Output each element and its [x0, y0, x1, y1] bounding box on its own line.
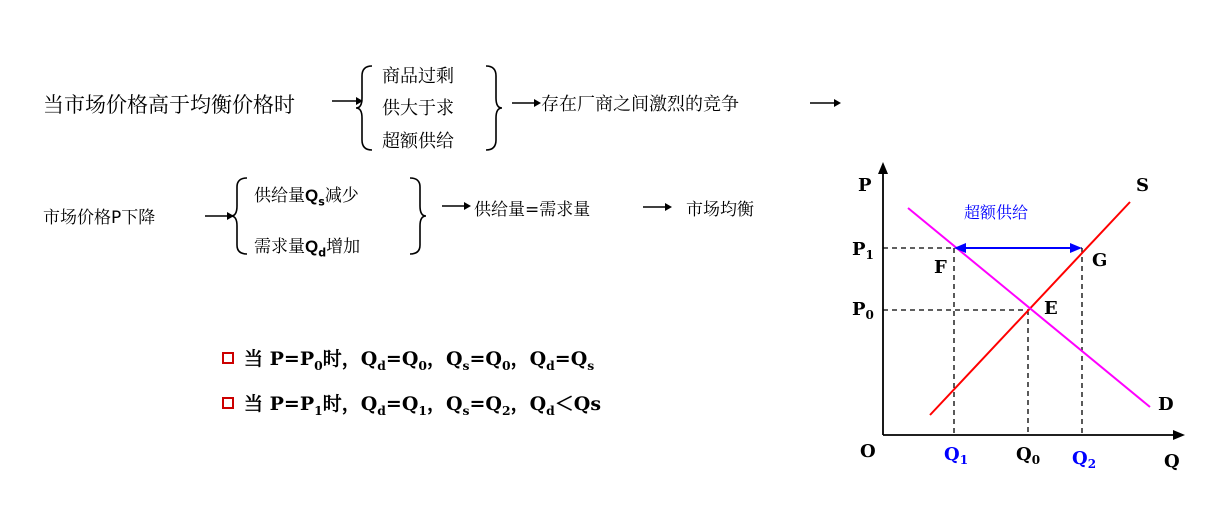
effect-surplus: 商品过剩 [382, 66, 454, 87]
q2-label: $Q_2$ [1072, 448, 1097, 471]
axis-q-label: Q [1164, 451, 1180, 472]
effect-excess-supply: 超额供给 [382, 131, 454, 152]
p0-label: $P_0$ [852, 299, 874, 322]
bullet-equilibrium: 当 $P=P_0$时，$Q_d=Q_0$，$Q_s=Q_0$，$Q_d=Q_s$ [222, 344, 594, 373]
condition-text: 当市场价格高于均衡价格时 [43, 93, 295, 117]
q1-label: $Q_1$ [944, 444, 969, 467]
right-brace-icon [482, 64, 504, 152]
price-drop-text: 市场价格P下降 [43, 208, 156, 228]
right-brace-icon [406, 176, 428, 256]
effect-supply-exceeds: 供大于求 [382, 98, 454, 119]
supply-label: S [1136, 175, 1149, 196]
supply-demand-graph [840, 160, 1210, 480]
arrow-icon [641, 196, 675, 218]
demand-curve [908, 208, 1150, 407]
square-bullet-icon [222, 352, 234, 364]
bullet-excess: 当 $P=P_1$时，$Q_d=Q_1$，$Q_s=Q_2$，$Q_d<Qs$ [222, 389, 601, 418]
demand-label: D [1158, 394, 1174, 415]
left-brace-icon [354, 64, 376, 152]
arrow-right-icon [1070, 243, 1082, 253]
axis-p-label: P [858, 175, 872, 196]
x-axis-arrow-icon [1173, 430, 1185, 440]
quantity-equal-text: 供给量=需求量 [474, 200, 591, 220]
supply-decrease-text: 供给量$Q_s$减少 [254, 186, 359, 209]
y-axis-arrow-icon [878, 162, 888, 174]
point-e-label: E [1044, 298, 1058, 319]
arrow-icon [440, 195, 474, 217]
excess-supply-label: 超额供给 [964, 203, 1029, 222]
origin-label: O [860, 441, 876, 462]
p1-label: $P_1$ [852, 239, 874, 262]
square-bullet-icon [222, 397, 234, 409]
demand-increase-text: 需求量$Q_d$增加 [254, 237, 361, 260]
point-f-label: F [934, 257, 947, 278]
result-text: 存在厂商之间激烈的竞争 [541, 94, 739, 115]
equilibrium-text: 市场均衡 [686, 200, 754, 220]
left-brace-icon [229, 176, 251, 256]
arrow-icon [808, 92, 844, 114]
q0-label: $Q_0$ [1016, 444, 1041, 467]
arrow-icon [510, 90, 544, 116]
point-g-label: G [1092, 250, 1108, 271]
